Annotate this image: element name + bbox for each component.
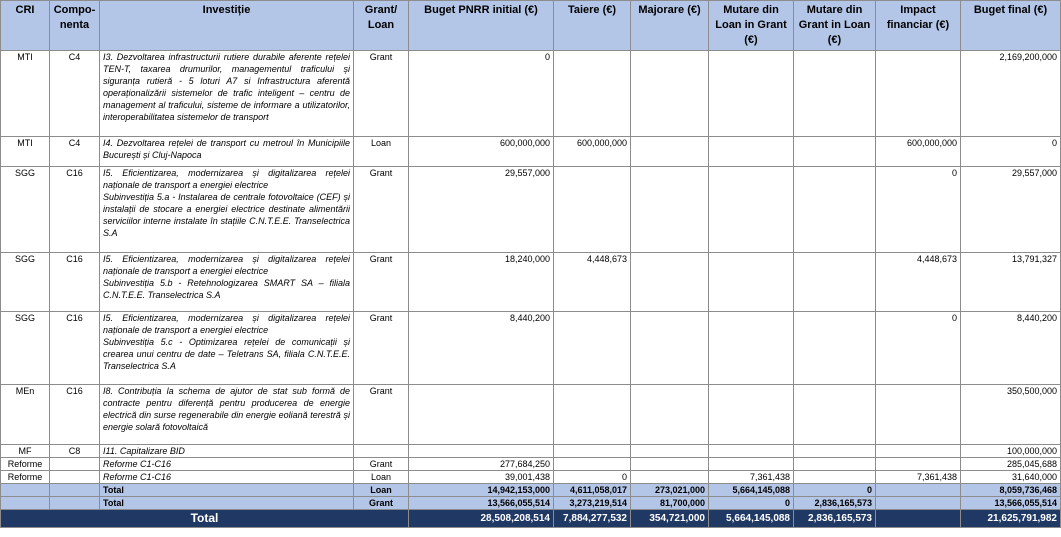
cell-buget-initial: 18,240,000: [409, 253, 554, 312]
cell-impact: [876, 445, 961, 458]
cell-impact: [876, 51, 961, 137]
cell-taiere: [554, 167, 631, 253]
cell-mutare-grant-loan: [794, 471, 876, 484]
cell-impact: 0: [876, 167, 961, 253]
total-buget-initial: 14,942,153,000: [409, 484, 554, 497]
cell-investitie: Reforme C1-C16: [100, 458, 354, 471]
total-grant-loan: Loan: [354, 484, 409, 497]
table-row: [1, 312, 1061, 385]
cell-cri: MEn: [1, 385, 50, 445]
cell-cri: MTI: [1, 137, 50, 167]
total-mutare-grant-loan: 0: [794, 484, 876, 497]
total-buget-final: 8,059,736,468: [961, 484, 1061, 497]
cell-impact: [876, 385, 961, 445]
header-taiere: Taiere (€): [554, 1, 631, 51]
cell-taiere: 4,448,673: [554, 253, 631, 312]
cell-buget-initial: 0: [409, 51, 554, 137]
grand-total-majorare: 354,721,000: [631, 510, 709, 528]
header-grant-loan: Grant/ Loan: [354, 1, 409, 51]
cell-buget-initial: 8,440,200: [409, 312, 554, 385]
cell-impact: 7,361,438: [876, 471, 961, 484]
cell-mutare-loan-grant: [709, 385, 794, 445]
total-buget-initial: 13,566,055,514: [409, 497, 554, 510]
total-row-grant: [1, 497, 1061, 510]
header-majorare: Majorare (€): [631, 1, 709, 51]
cell-buget-initial: 277,684,250: [409, 458, 554, 471]
total-label: Total: [100, 497, 354, 510]
header-buget-initial: Buget PNRR initial (€): [409, 1, 554, 51]
cell-cri: Reforme: [1, 471, 50, 484]
cell-componenta: C4: [50, 137, 100, 167]
grand-total-mutare-loan-grant: 5,664,145,088: [709, 510, 794, 528]
table-row: [1, 471, 1061, 484]
cell-cri: Reforme: [1, 458, 50, 471]
cell-grant-loan: Loan: [354, 137, 409, 167]
header-buget-final: Buget final (€): [961, 1, 1061, 51]
grand-total-label: Total: [1, 510, 409, 528]
cell-majorare: [631, 458, 709, 471]
cell-mutare-loan-grant: [709, 51, 794, 137]
cell-buget-final: 285,045,688: [961, 458, 1061, 471]
table-row: [1, 385, 1061, 445]
cell-buget-final: 2,169,200,000: [961, 51, 1061, 137]
cell-cri: SGG: [1, 253, 50, 312]
cell-mutare-grant-loan: [794, 167, 876, 253]
cell-taiere: 0: [554, 471, 631, 484]
cell-investitie: I5. Eficientizarea, modernizarea și digitalizarea rețelei naționale de transport a energiei electrice Subinvestiția 5.b - Retehnologizarea SMART SA – filiala C.N.T.E.E. Transelectrica S.A: [100, 253, 354, 312]
table-row: [1, 167, 1061, 253]
cell-cri: MF: [1, 445, 50, 458]
cell-buget-final: 31,640,000: [961, 471, 1061, 484]
cell-majorare: [631, 253, 709, 312]
cell-grant-loan: Loan: [354, 471, 409, 484]
cell-buget-final: 29,557,000: [961, 167, 1061, 253]
total-mutare-grant-loan: 2,836,165,573: [794, 497, 876, 510]
table-row: [1, 51, 1061, 137]
header-investitie: Investiție: [100, 1, 354, 51]
cell-mutare-loan-grant: [709, 137, 794, 167]
cell-mutare-loan-grant: [709, 445, 794, 458]
cell-taiere: [554, 458, 631, 471]
cell-componenta: C8: [50, 445, 100, 458]
cell-impact: 4,448,673: [876, 253, 961, 312]
table-row: [1, 458, 1061, 471]
cell-buget-final: 100,000,000: [961, 445, 1061, 458]
cell-majorare: [631, 312, 709, 385]
cell-cri: MTI: [1, 51, 50, 137]
cell-taiere: [554, 51, 631, 137]
cell-mutare-loan-grant: [709, 167, 794, 253]
grand-total-buget-initial: 28,508,208,514: [409, 510, 554, 528]
cell-cri: SGG: [1, 312, 50, 385]
cell-mutare-grant-loan: [794, 385, 876, 445]
cell-majorare: [631, 137, 709, 167]
cell-buget-initial: [409, 385, 554, 445]
grand-total-buget-final: 21,625,791,982: [961, 510, 1061, 528]
cell-mutare-grant-loan: [794, 458, 876, 471]
cell-buget-initial: 29,557,000: [409, 167, 554, 253]
cell-buget-initial: 39,001,438: [409, 471, 554, 484]
cell-mutare-grant-loan: [794, 445, 876, 458]
total-taiere: 4,611,058,017: [554, 484, 631, 497]
total-row-loan: [1, 484, 1061, 497]
header-componenta: Compo-nenta: [50, 1, 100, 51]
total-grant-loan: Grant: [354, 497, 409, 510]
total-taiere: 3,273,219,514: [554, 497, 631, 510]
cell-investitie: I3. Dezvoltarea infrastructurii rutiere durabile aferente rețelei TEN-T, taxarea drumurilor, managementul traficului și siguranța rutieră - 5 loturi A7 si Infrastructura aferentă operaționalizării sistemelor de trafic inteligent – centru de management al traficului, sisteme de informare a utilizatorilor, interoperabilitatea sistemelor de transport: [100, 51, 354, 137]
cell-grant-loan: Grant: [354, 312, 409, 385]
cell-taiere: [554, 312, 631, 385]
cell-mutare-loan-grant: [709, 253, 794, 312]
total-majorare: 273,021,000: [631, 484, 709, 497]
cell-mutare-grant-loan: [794, 51, 876, 137]
header-mutare-grant-loan: Mutare din Grant in Loan (€): [794, 1, 876, 51]
cell-grant-loan: Grant: [354, 458, 409, 471]
cell-taiere: [554, 445, 631, 458]
cell-componenta: C16: [50, 167, 100, 253]
cell-mutare-loan-grant: [709, 312, 794, 385]
cell-componenta: C16: [50, 312, 100, 385]
cell-buget-final: 8,440,200: [961, 312, 1061, 385]
total-label: Total: [100, 484, 354, 497]
cell-majorare: [631, 471, 709, 484]
cell-majorare: [631, 51, 709, 137]
cell-buget-final: 0: [961, 137, 1061, 167]
cell-majorare: [631, 385, 709, 445]
cell-componenta: [50, 471, 100, 484]
cell-impact: [876, 458, 961, 471]
grand-total-row: [1, 510, 1061, 528]
cell-investitie: Reforme C1-C16: [100, 471, 354, 484]
cell-buget-initial: [409, 445, 554, 458]
cell-investitie: I4. Dezvoltarea rețelei de transport cu metroul în Municipiile București și Cluj-Napoca: [100, 137, 354, 167]
cell-buget-initial: 600,000,000: [409, 137, 554, 167]
table-row: [1, 253, 1061, 312]
cell-investitie: I11. Capitalizare BID: [100, 445, 354, 458]
cell-grant-loan: Grant: [354, 51, 409, 137]
header-impact: Impact financiar (€): [876, 1, 961, 51]
cell-grant-loan: Grant: [354, 253, 409, 312]
cell-investitie: I5. Eficientizarea, modernizarea și digitalizarea rețelei naționale de transport a energiei electrice Subinvestiția 5.a - Instalarea de centrale fotovoltaice (CEF) și instalații de stocare a energiei electrice destinate alimentării serviciilor interne instalate în stațiile C.N.T.E.E. Transelectrica S.A: [100, 167, 354, 253]
cell-impact: 600,000,000: [876, 137, 961, 167]
cell-impact: 0: [876, 312, 961, 385]
cell-mutare-grant-loan: [794, 253, 876, 312]
header-cri: CRI: [1, 1, 50, 51]
cell-componenta: C4: [50, 51, 100, 137]
cell-majorare: [631, 445, 709, 458]
cell-majorare: [631, 167, 709, 253]
header-mutare-loan-grant: Mutare din Loan in Grant (€): [709, 1, 794, 51]
total-majorare: 81,700,000: [631, 497, 709, 510]
total-buget-final: 13,566,055,514: [961, 497, 1061, 510]
cell-investitie: I5. Eficientizarea, modernizarea și digitalizarea rețelei naționale de transport a energiei electrice Subinvestiția 5.c - Optimizarea rețelei de comunicații și crearea unui centru de date – Teletrans SA, filiala C.N.T.E.E. Transelectrica S.A: [100, 312, 354, 385]
total-mutare-loan-grant: 5,664,145,088: [709, 484, 794, 497]
cell-grant-loan: Grant: [354, 385, 409, 445]
grand-total-mutare-grant-loan: 2,836,165,573: [794, 510, 876, 528]
cell-cri: SGG: [1, 167, 50, 253]
cell-mutare-loan-grant: [709, 458, 794, 471]
cell-mutare-loan-grant: 7,361,438: [709, 471, 794, 484]
grand-total-impact: [876, 510, 961, 528]
cell-investitie: I8. Contribuția la schema de ajutor de stat sub formă de contracte pentru diferență pentru producerea de energie electrică din surse regenerabile din energie eoliană terestră și energie solară fotovoltaică: [100, 385, 354, 445]
cell-mutare-grant-loan: [794, 312, 876, 385]
cell-buget-final: 13,791,327: [961, 253, 1061, 312]
cell-componenta: C16: [50, 253, 100, 312]
cell-grant-loan: [354, 445, 409, 458]
cell-componenta: [50, 458, 100, 471]
total-mutare-loan-grant: 0: [709, 497, 794, 510]
total-impact: [876, 497, 961, 510]
cell-taiere: 600,000,000: [554, 137, 631, 167]
cell-componenta: C16: [50, 385, 100, 445]
table-row: [1, 445, 1061, 458]
cell-taiere: [554, 385, 631, 445]
grand-total-taiere: 7,884,277,532: [554, 510, 631, 528]
table-row: [1, 137, 1061, 167]
cell-mutare-grant-loan: [794, 137, 876, 167]
cell-buget-final: 350,500,000: [961, 385, 1061, 445]
total-impact: [876, 484, 961, 497]
cell-grant-loan: Grant: [354, 167, 409, 253]
